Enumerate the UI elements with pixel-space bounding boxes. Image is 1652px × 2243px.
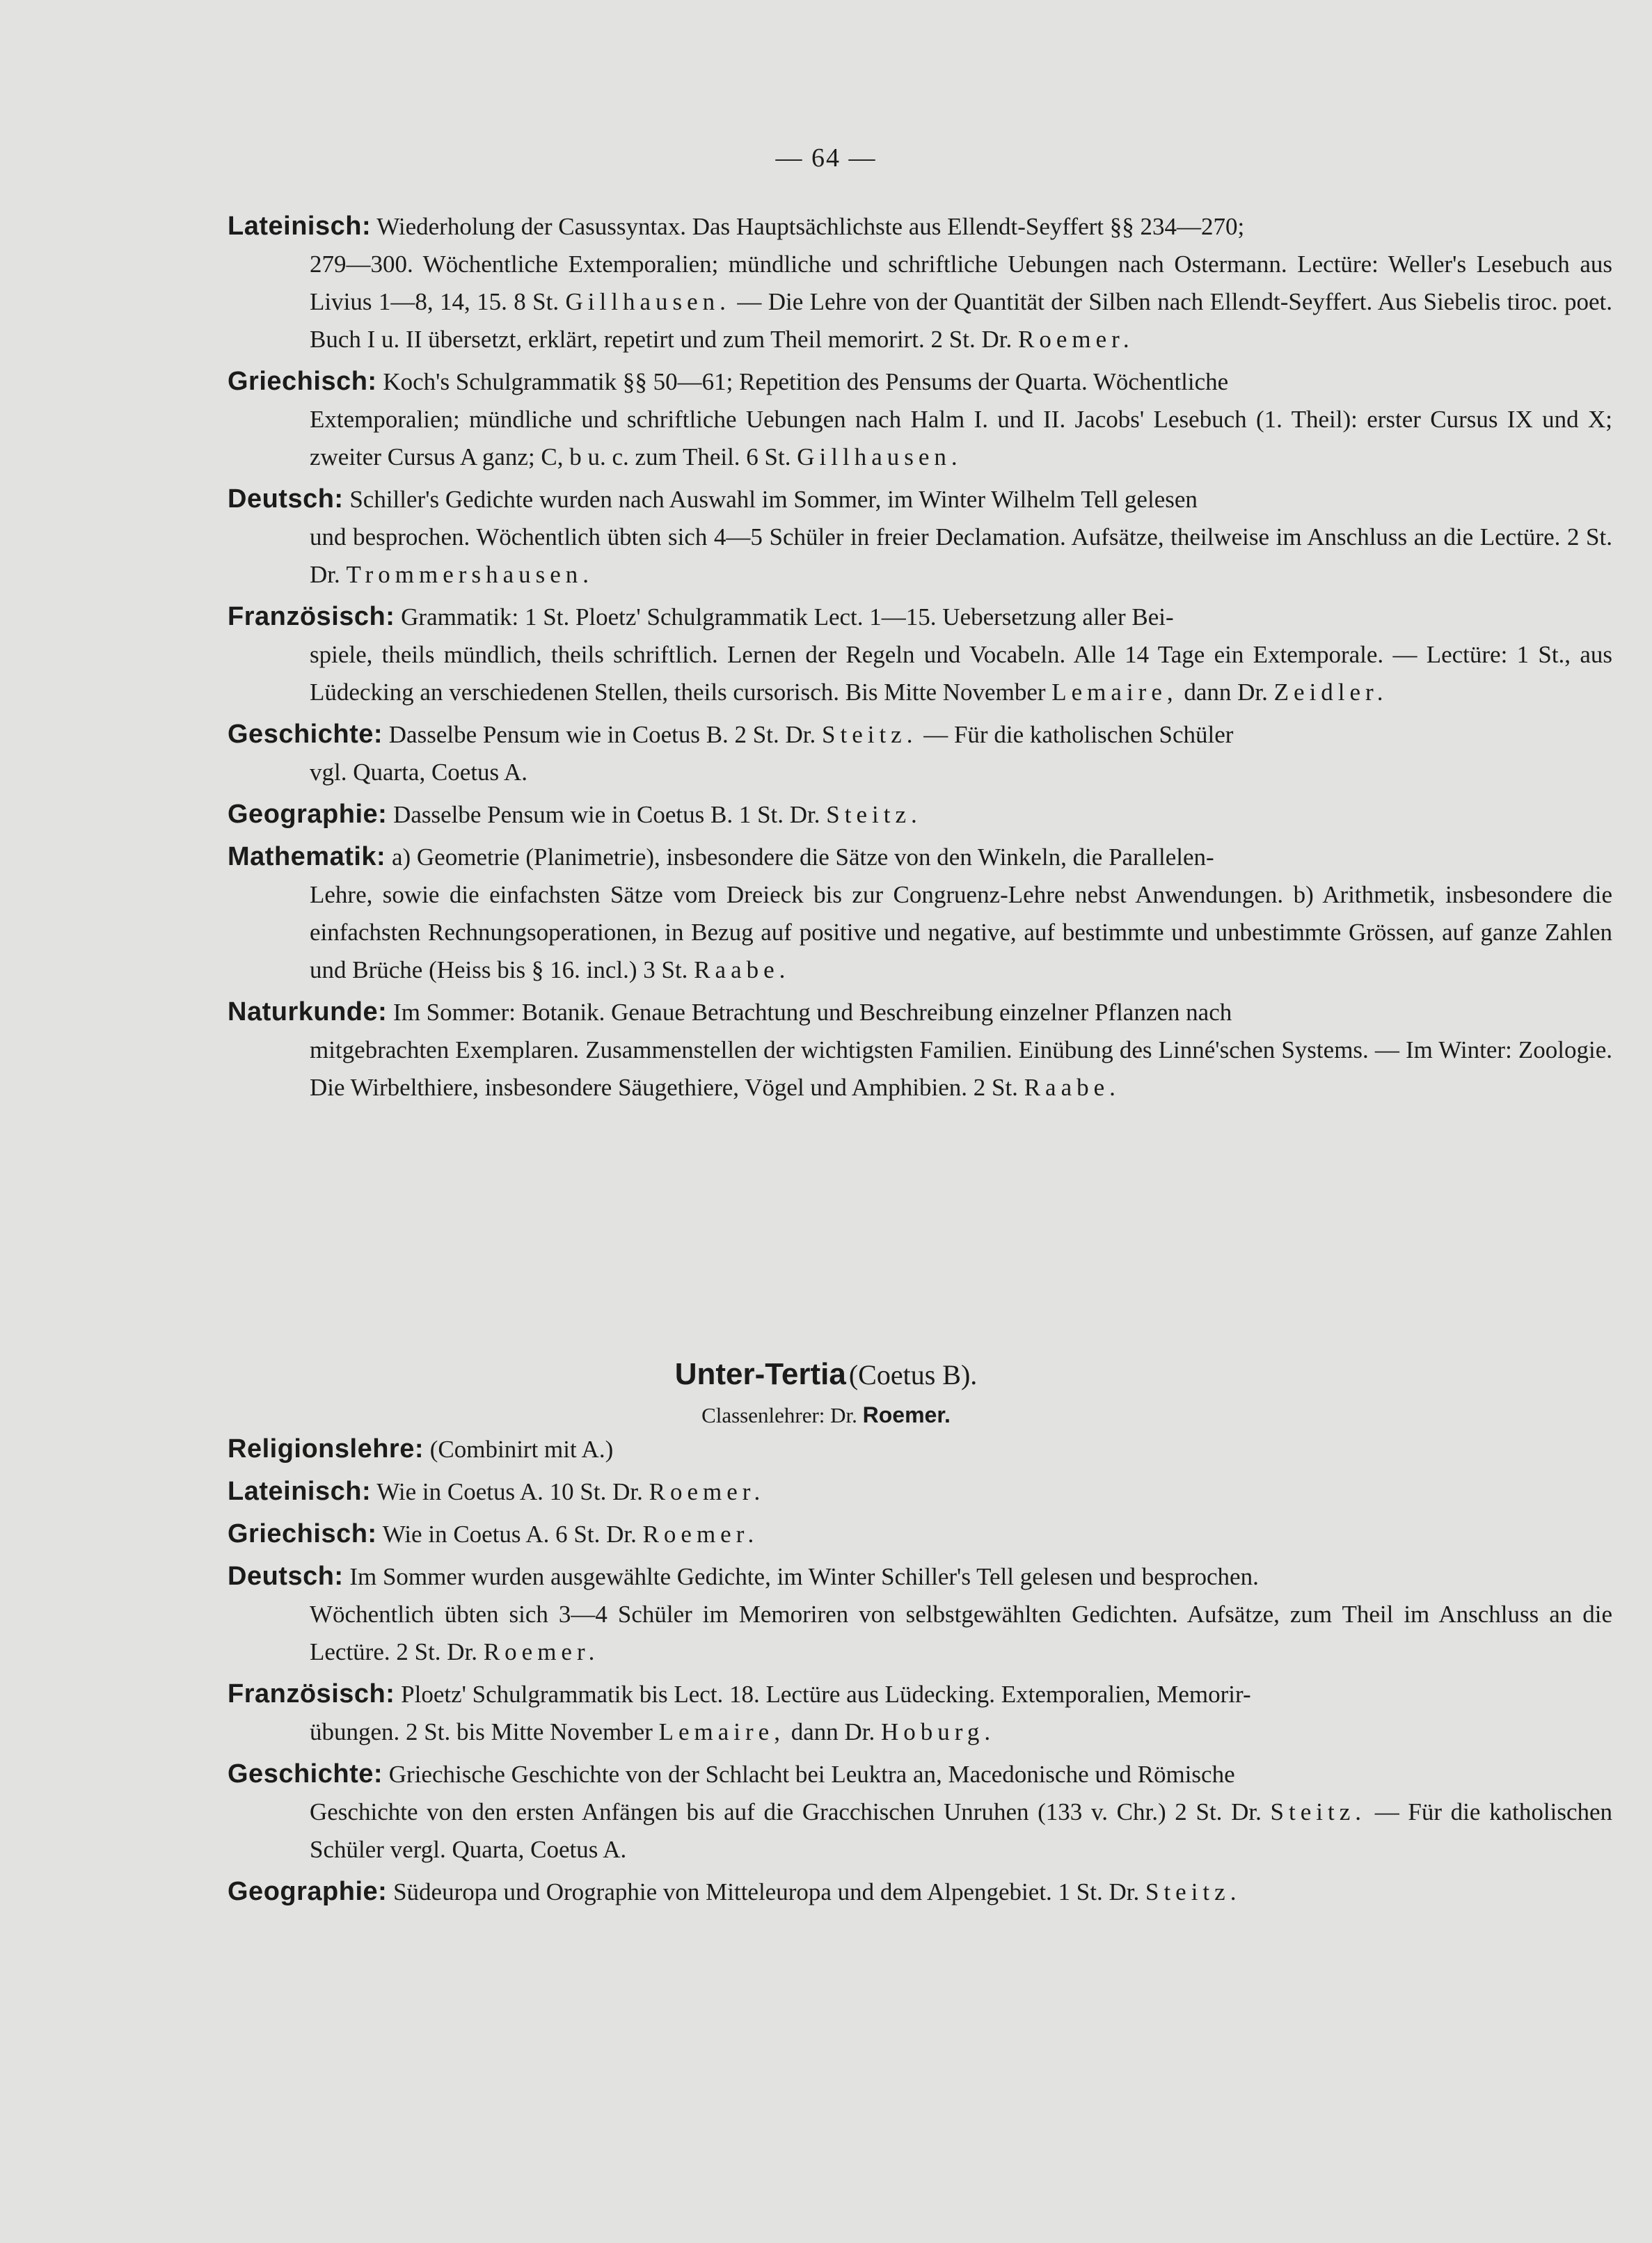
ober-tertia-a-section bbox=[228, 207, 1612, 1107]
section-subtitle: (Coetus B). bbox=[848, 1359, 978, 1390]
subject-heading: Geographie: bbox=[228, 800, 388, 829]
teacher-name: Zeidler. bbox=[1273, 679, 1388, 706]
entry-text: a) Geometrie (Planimetrie), insbesondere die Sätze von den Winkeln, die Parallelen- bbox=[391, 843, 1214, 871]
subject-heading: Geschichte: bbox=[228, 720, 383, 749]
entry-text: Extemporalien; mündliche und schriftliche Uebungen nach Halm I. und II. Jacobs' Lesebuch (1. Theil): erster Cursus IX und X; zweiter Cursus A ganz; C, b u. c. zum Theil. 6 St. bbox=[310, 406, 1612, 470]
subject-entry-griechisch bbox=[228, 363, 1612, 476]
subject-entry-religionslehre bbox=[228, 1430, 1612, 1468]
entry-text: Dasselbe Pensum wie in Coetus B. 2 St. Dr. bbox=[388, 721, 816, 748]
teacher-name: Raabe. bbox=[1024, 1074, 1120, 1101]
subject-entry-deutsch bbox=[228, 480, 1612, 594]
subject-heading: Geographie: bbox=[228, 1877, 388, 1906]
entry-text: Griechische Geschichte von der Schlacht bei Leuktra an, Macedonische und Römische bbox=[388, 1761, 1235, 1788]
entry-text: Koch's Schulgrammatik §§ 50—61; Repetition des Pensums der Quarta. Wöchentliche bbox=[383, 368, 1229, 395]
teacher-name: Roemer. bbox=[1017, 326, 1134, 353]
subject-heading: Religionslehre: bbox=[228, 1434, 424, 1464]
subject-entry-geographie bbox=[228, 795, 1612, 834]
class-teacher-line bbox=[0, 1402, 1652, 1428]
teacher-name: Roemer. bbox=[642, 1521, 759, 1548]
teacher-name: Steitz. bbox=[1270, 1798, 1367, 1825]
teacher-name: Roemer. bbox=[483, 1638, 600, 1665]
entry-text: und besprochen. Wöchentlich übten sich 4—5 Schüler in freier Declamation. Aufsätze, theilweise im Anschluss an die Lectüre. 2 St. Dr. bbox=[310, 523, 1612, 588]
subject-entry-naturkunde bbox=[228, 993, 1612, 1107]
entry-text: dann Dr. bbox=[784, 1718, 875, 1745]
entry-text: Grammatik: 1 St. Ploetz' Schulgrammatik Lect. 1—15. Uebersetzung aller Bei- bbox=[401, 603, 1174, 631]
entry-text: — Für die katholischen Schüler bbox=[917, 721, 1234, 748]
page-number: — 64 — bbox=[775, 143, 877, 173]
teacher-name: Raabe. bbox=[694, 956, 791, 983]
teacher-name: Roemer. bbox=[649, 1478, 765, 1505]
teacher-name: Lemaire, bbox=[658, 1718, 785, 1745]
entry-text: Wöchentlich übten sich 3—4 Schüler im Memoriren von selbstgewählten Gedichten. Aufsätze, zum Theil im Anschluss an die Lectüre. 2 St. Dr. bbox=[310, 1601, 1612, 1665]
entry-text: Im Sommer wurden ausgewählte Gedichte, im Winter Schiller's Tell gelesen und besprochen. bbox=[349, 1563, 1259, 1590]
subject-entry-geschichte bbox=[228, 1755, 1612, 1869]
subject-heading: Mathematik: bbox=[228, 842, 386, 871]
teacher-name: Lemaire, bbox=[1051, 679, 1178, 706]
subject-heading: Geschichte: bbox=[228, 1759, 383, 1789]
entry-text: — Die Lehre von der Quantität der Silben nach Ellendt-Seyffert. Aus Siebelis tiroc. poet. Buch I u. II übersetzt, erklärt, repetirt und zum Theil memorirt. 2 St. Dr. bbox=[310, 288, 1613, 353]
entry-text: vgl. Quarta, Coetus A. bbox=[310, 759, 528, 786]
teacher-name: Hoburg. bbox=[881, 1718, 996, 1745]
subject-heading: Deutsch: bbox=[228, 1562, 344, 1591]
teacher-name: Gillhausen. bbox=[565, 288, 731, 315]
entry-text: 279—300. Wöchentliche Extemporalien; mündliche und schriftliche Uebungen nach Ostermann. Lectüre: Weller's Lesebuch aus Livius 1—8, 14, 15. 8 St. bbox=[310, 251, 1612, 315]
entry-text: Im Sommer: Botanik. Genaue Betrachtung und Beschreibung einzelner Pflanzen nach bbox=[393, 999, 1232, 1026]
subject-entry-lateinisch bbox=[228, 1473, 1612, 1511]
unter-tertia-b-section bbox=[228, 1430, 1612, 1911]
entry-text: Wie in Coetus A. 6 St. Dr. bbox=[382, 1521, 637, 1548]
subject-heading: Lateinisch: bbox=[228, 1477, 372, 1506]
entry-text: mitgebrachten Exemplaren. Zusammenstellen der wichtigsten Familien. Einübung des Linné'schen Systems. — Im Winter: Zoologie. Die Wirbelthiere, insbesondere Säugethiere, Vögel und Amphibien. 2 St. bbox=[310, 1036, 1612, 1101]
subject-entry-mathematik bbox=[228, 838, 1612, 989]
section-heading bbox=[0, 1357, 1652, 1392]
subject-entry-franzoesisch bbox=[228, 1675, 1612, 1751]
entry-text: spiele, theils mündlich, theils schriftlich. Lernen der Regeln und Vocabeln. Alle 14 Tage ein Extemporale. — Lectüre: 1 St., aus Lüdecking an verschiedenen Stellen, theils cursorisch. Bis Mitte November bbox=[310, 641, 1612, 706]
entry-text: (Combinirt mit A.) bbox=[429, 1436, 614, 1463]
subject-heading: Griechisch: bbox=[228, 1519, 377, 1548]
subject-heading: Deutsch: bbox=[228, 484, 344, 514]
entry-text: Wie in Coetus A. 10 St. Dr. bbox=[376, 1478, 643, 1505]
entry-text: Wiederholung der Casussyntax. Das Hauptsächlichste aus Ellendt-Seyffert §§ 234—270; bbox=[376, 213, 1245, 240]
class-teacher-label: Classenlehrer: Dr. bbox=[701, 1403, 857, 1427]
subject-entry-griechisch bbox=[228, 1515, 1612, 1553]
teacher-name: Steitz. bbox=[826, 801, 922, 828]
subject-entry-deutsch bbox=[228, 1558, 1612, 1671]
subject-entry-lateinisch bbox=[228, 207, 1612, 358]
subject-heading: Französisch: bbox=[228, 1679, 395, 1709]
class-teacher-name: Roemer. bbox=[862, 1402, 951, 1427]
entry-text: dann Dr. bbox=[1177, 679, 1268, 706]
entry-text: Schiller's Gedichte wurden nach Auswahl im Sommer, im Winter Wilhelm Tell gelesen bbox=[349, 486, 1198, 513]
subject-heading: Naturkunde: bbox=[228, 997, 388, 1027]
entry-text: Geschichte von den ersten Anfängen bis auf die Gracchischen Unruhen (133 v. Chr.) 2 St. Dr. bbox=[310, 1798, 1262, 1825]
entry-text: Dasselbe Pensum wie in Coetus B. 1 St. Dr. bbox=[393, 801, 820, 828]
entry-text: Südeuropa und Orographie von Mitteleuropa und dem Alpengebiet. 1 St. Dr. bbox=[393, 1878, 1140, 1905]
teacher-name: Steitz. bbox=[822, 721, 918, 748]
entry-text: übungen. 2 St. bis Mitte November bbox=[310, 1718, 653, 1745]
teacher-name: Gillhausen. bbox=[797, 443, 962, 470]
entry-text: Lehre, sowie die einfachsten Sätze vom Dreieck bis zur Congruenz-Lehre nebst Anwendungen. b) Arithmetik, insbesondere die einfachsten Rechnungsoperationen, in Bezug auf positive und negative, auf bestimmte und unbestimmte Grössen, auf ganze Zahlen und Brüche (Heiss bis § 16. incl.) 3 St. bbox=[310, 881, 1612, 983]
section-title: Unter-Tertia bbox=[674, 1357, 846, 1391]
subject-entry-geschichte bbox=[228, 715, 1612, 791]
teacher-name: Trommershausen. bbox=[346, 561, 594, 588]
teacher-name: Steitz. bbox=[1145, 1878, 1241, 1905]
subject-entry-franzoesisch bbox=[228, 598, 1612, 711]
subject-heading: Französisch: bbox=[228, 602, 395, 631]
entry-text: — Für die katholischen Schüler vergl. Quarta, Coetus A. bbox=[310, 1798, 1613, 1863]
subject-heading: Griechisch: bbox=[228, 367, 377, 396]
subject-entry-geographie bbox=[228, 1873, 1612, 1911]
entry-text: Ploetz' Schulgrammatik bis Lect. 18. Lectüre aus Lüdecking. Extemporalien, Memorir- bbox=[401, 1681, 1251, 1708]
subject-heading: Lateinisch: bbox=[228, 212, 372, 241]
